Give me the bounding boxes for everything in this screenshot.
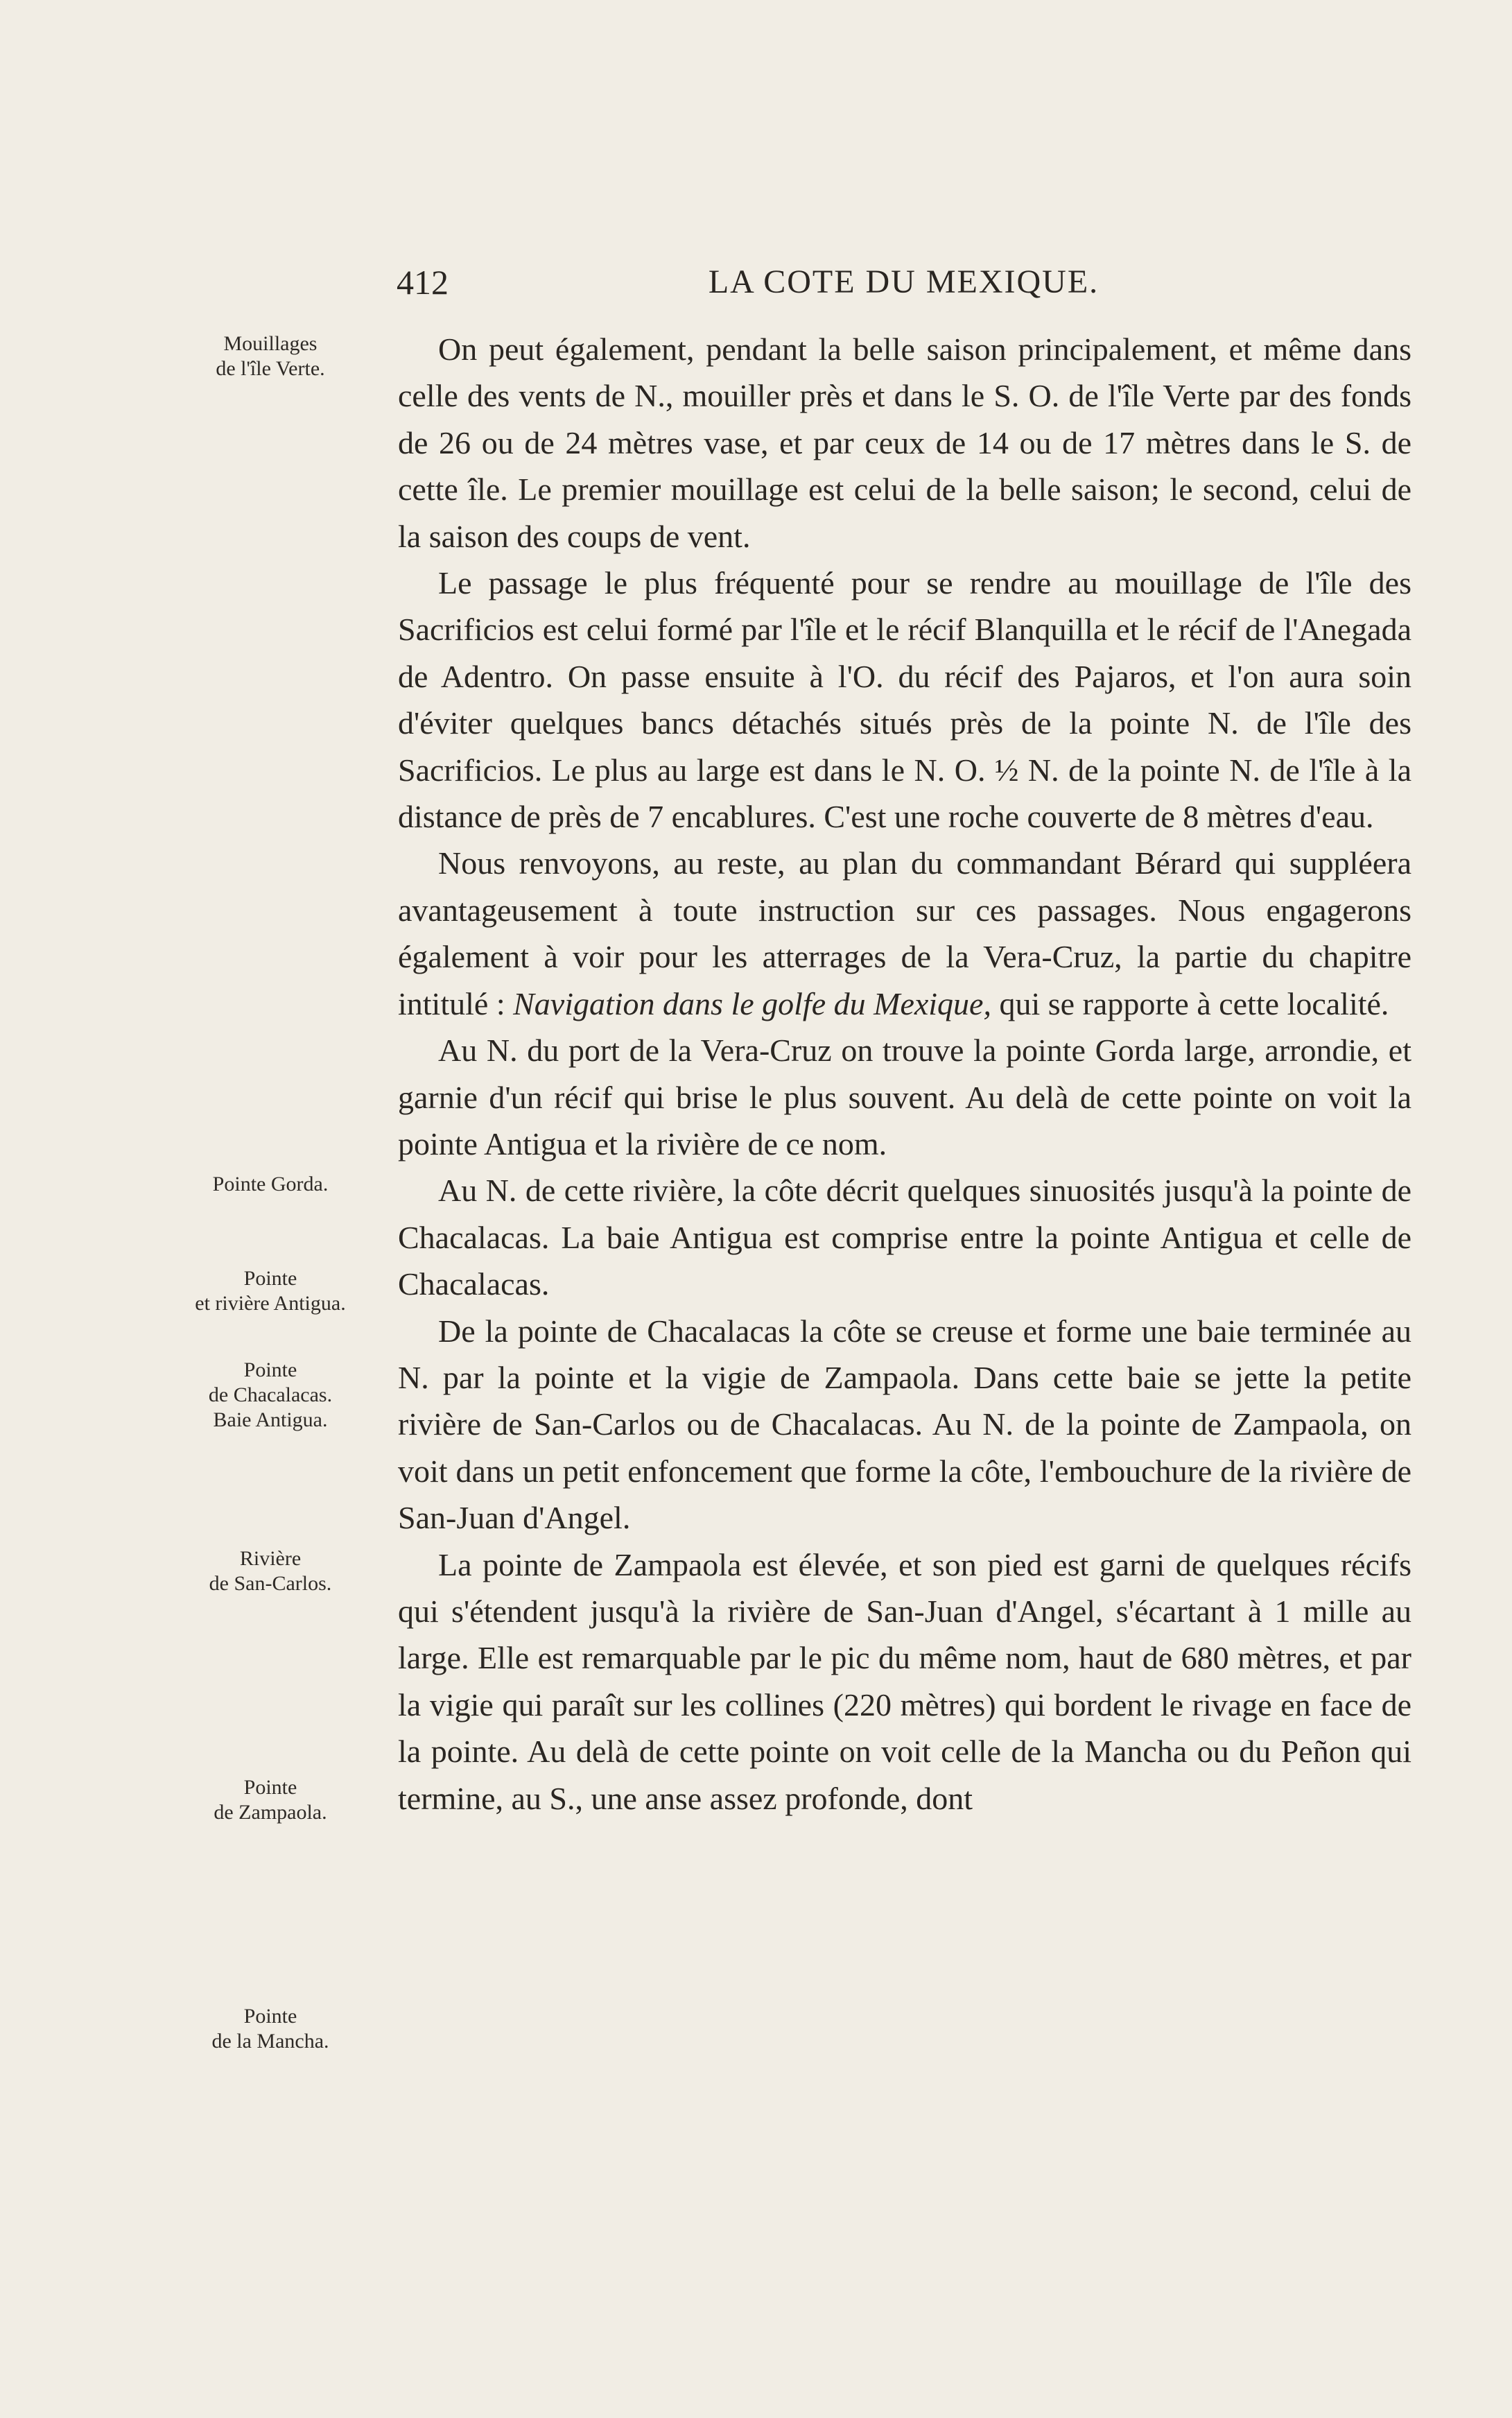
margin-note-line: Baie Antigua. xyxy=(213,1408,328,1431)
margin-note-line: de la Mancha. xyxy=(211,2030,329,2053)
margin-notes xyxy=(159,0,381,2418)
margin-note-pointe-gorda xyxy=(159,1172,381,1197)
paragraph: Au N. de cette rivière, la côte décrit quelques sinuosités jusqu'à la pointe de Chacalacas. La baie Antigua est comprise entre la pointe Antigua et celle de Chacalacas. xyxy=(398,1173,1411,1302)
chapter-reference: Navigation dans le golfe du Mexique, xyxy=(513,985,991,1021)
page-number: 412 xyxy=(397,263,449,302)
margin-note-line: de Zampaola. xyxy=(214,1801,327,1824)
margin-note-line: et rivière Antigua. xyxy=(195,1292,346,1315)
paragraph: La pointe de Zampaola est élevée, et son pied est garni de quelques récifs qui s'étendent jusqu'à la rivière de San-Juan d'Angel, s'écartant à 1 mille au large. Elle est remarquable par le pic du même nom, haut de 680 mètres, et par la vigie qui paraît sur les collines (220 mètres) qui bordent le rivage en face de la pointe. Au delà de cette pointe on voit celle de la Mancha ou du Peñon qui termine, au S., une anse assez profonde, dont xyxy=(398,1546,1411,1816)
body-text xyxy=(398,326,1411,1822)
margin-note-line: Pointe xyxy=(243,1776,297,1799)
margin-note-san-carlos xyxy=(159,1546,381,1596)
margin-note-zampaola xyxy=(159,1775,381,1825)
paragraph: On peut également, pendant la belle saison principalement, et même dans celle des vents de N., mouiller près et dans le S. O. de l'île Verte par des fonds de 26 ou de 24 mètres vase, et par ceux de 14 ou de 17 mètres dans le S. de cette île. Le premier mouillage est celui de la belle saison; le second, celui de la saison des coups de vent. xyxy=(398,331,1411,554)
margin-note-ile-verte xyxy=(159,331,381,381)
margin-note-line: de San-Carlos. xyxy=(209,1572,332,1595)
margin-note-line: Mouillages xyxy=(223,332,318,355)
paragraph: Au N. du port de la Vera-Cruz on trouve la pointe Gorda large, arrondie, et garnie d'un récif qui brise le plus souvent. Au delà de cette pointe on voit la pointe Antigua et la rivière de ce nom. xyxy=(398,1033,1411,1161)
margin-note-chacalacas xyxy=(159,1358,381,1433)
margin-note-line: Rivière xyxy=(239,1547,302,1570)
page-header xyxy=(392,258,1415,306)
paragraph: Le passage le plus fréquenté pour se rendre au mouillage de l'île des Sacrificios est celui formé par l'île et le récif Blanquilla et le récif de l'Anegada de Adentro. On passe ensuite à l'O. du récif des Pajaros, et l'on aura soin d'éviter quelques bancs détachés situés près de la pointe N. de l'île des Sacrificios. Le plus au large est dans le N. O. ½ N. de la pointe N. de l'île à la distance de près de 7 encablures. C'est une roche couverte de 8 mètres d'eau. xyxy=(398,565,1411,835)
margin-note-line: Pointe Gorda. xyxy=(212,1173,329,1195)
margin-note-line: Pointe xyxy=(243,1358,297,1381)
running-title: LA COTE DU MEXIQUE. xyxy=(708,264,1100,300)
paragraph: De la pointe de Chacalacas la côte se creuse et forme une baie terminée au N. par la pointe et la vigie de Zampaola. Dans cette baie se jette la petite rivière de San-Carlos ou de Chacalacas. Au N. de la pointe de Zampaola, on voit dans un petit enfoncement que forme la côte, l'embouchure de la rivière de San-Juan d'Angel. xyxy=(398,1313,1411,1536)
margin-note-line: Pointe xyxy=(243,1267,297,1290)
margin-note-antigua xyxy=(159,1266,381,1316)
margin-note-line: de l'île Verte. xyxy=(216,357,325,380)
paragraph-text: qui se rapporte à cette localité. xyxy=(991,985,1389,1021)
paragraph-text: Nous renvoyons, au reste, au plan du commandant Bérard qui suppléera avantageusement à toute instruction sur ces passages. Nous engagerons également à voir pour les atterrages de la Vera-Cruz, la partie du chapitre intitulé : xyxy=(398,845,1411,1021)
margin-note-line: de Chacalacas. xyxy=(208,1383,333,1406)
paragraph xyxy=(398,840,1411,1027)
margin-note-line: Pointe xyxy=(243,2005,297,2028)
margin-note-la-mancha xyxy=(159,2004,381,2054)
